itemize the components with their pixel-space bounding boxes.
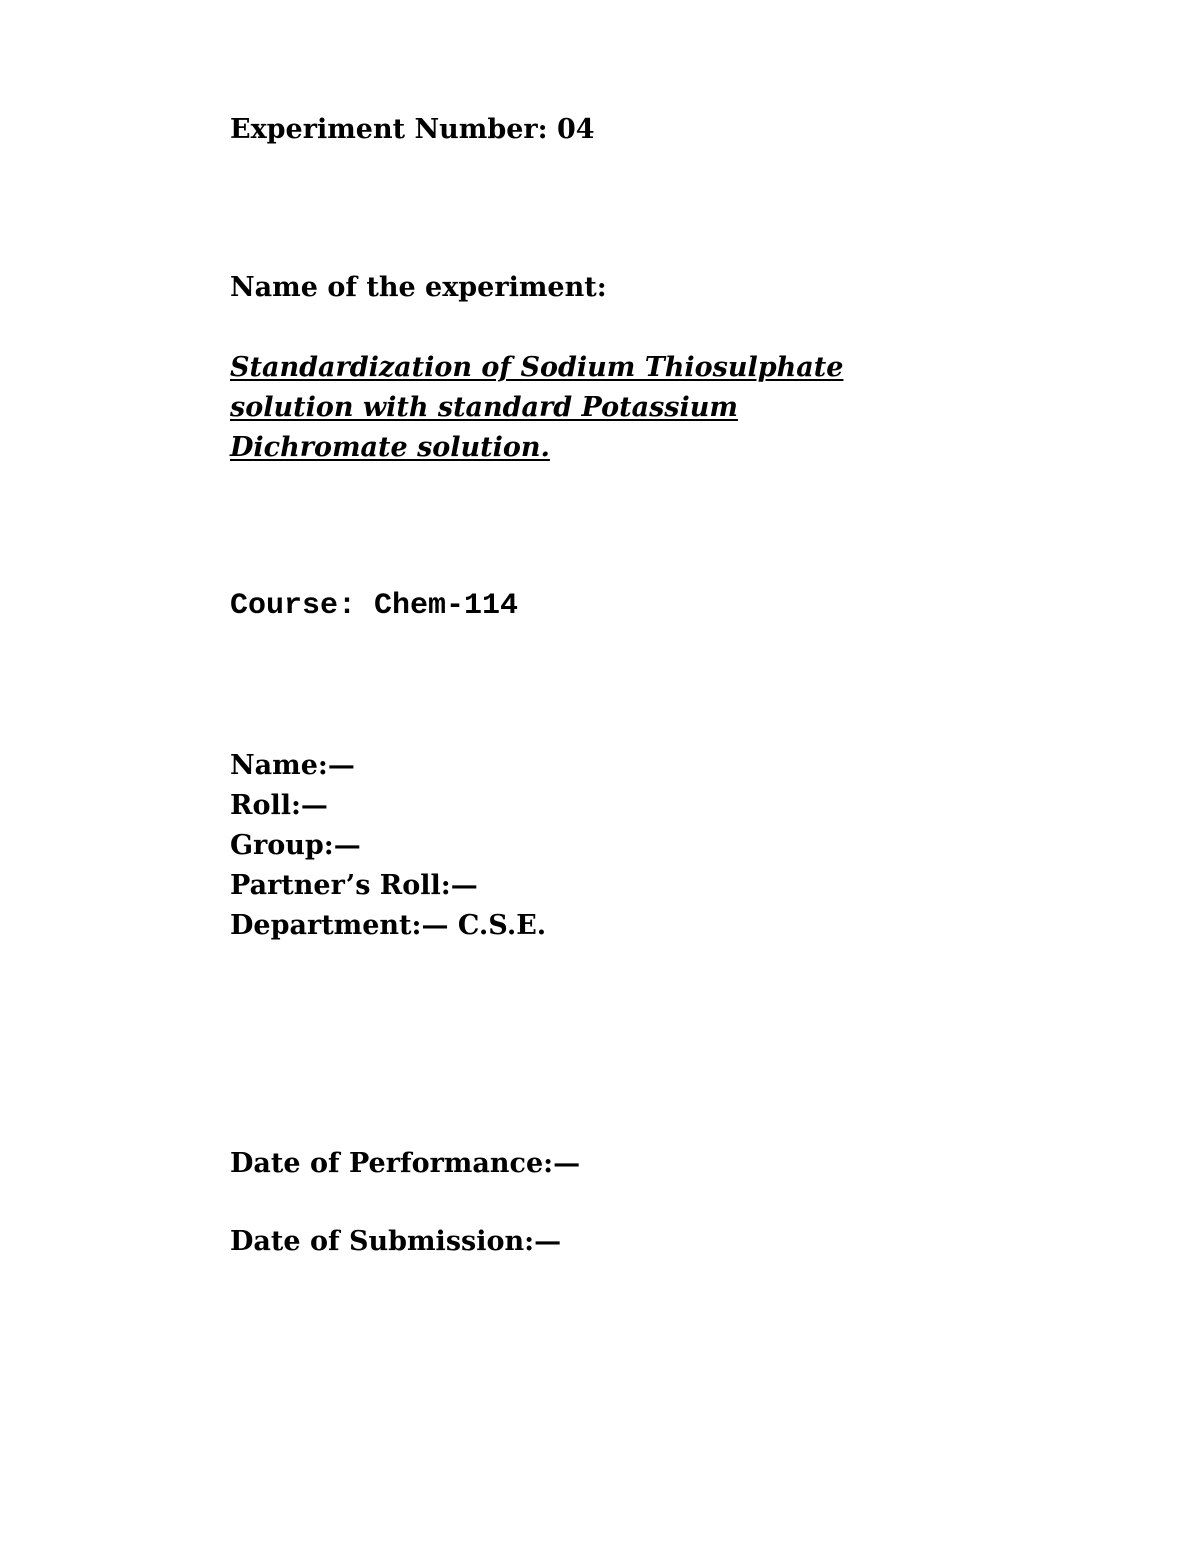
experiment-title-line: solution with standard Potassium: [230, 392, 738, 423]
student-group: Group:—: [230, 830, 361, 861]
student-roll: Roll:—: [230, 790, 328, 821]
student-name: Name:—: [230, 750, 355, 781]
date-of-performance: Date of Performance:—: [230, 1148, 581, 1179]
course-label: Course: Chem-114: [230, 589, 519, 623]
student-info: [230, 746, 546, 946]
experiment-title: [230, 348, 870, 468]
experiment-title-line: Standardization of Sodium Thiosulphate: [230, 352, 844, 383]
department: Department:— C.S.E.: [230, 910, 547, 941]
experiment-name-heading: Name of the experiment:: [230, 272, 607, 303]
partner-roll: Partner’s Roll:—: [230, 870, 478, 901]
date-of-submission: Date of Submission:—: [230, 1226, 562, 1257]
experiment-number: Experiment Number: 04: [230, 114, 595, 145]
experiment-title-line: Dichromate solution.: [230, 432, 550, 463]
